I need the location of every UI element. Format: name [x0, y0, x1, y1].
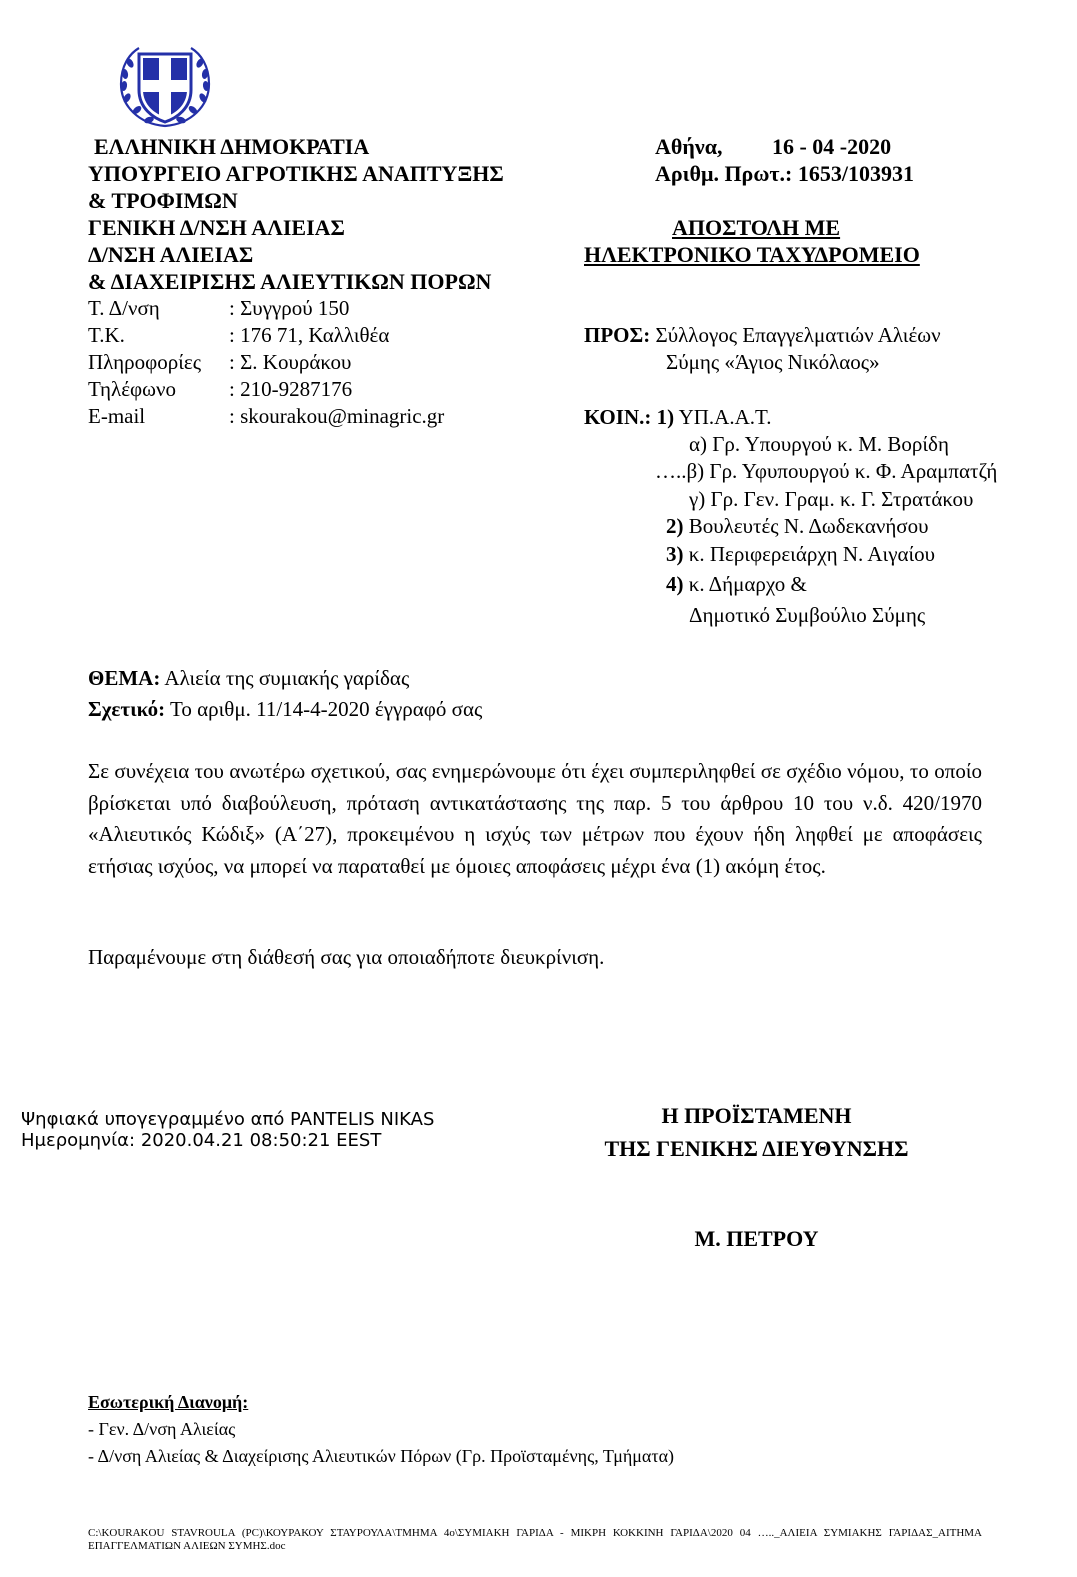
recipient: Σύλλογος Επαγγελματιών Αλιέων [655, 323, 941, 347]
contact-value: : Σ. Κουράκου [229, 350, 352, 374]
subject-line [88, 665, 409, 692]
cc-label: ΚΟΙΝ.: [584, 405, 652, 429]
distribution-list [88, 1416, 674, 1470]
delivery-method-line2: ΗΛΕΚΤΡΟΝΙΚΟ ΤΑΧΥΔΡΟΜΕΙΟ [584, 242, 920, 267]
related-text: Το αριθμ. 11/14-4-2020 έγγραφό σας [170, 697, 483, 721]
greek-coat-of-arms-icon [115, 40, 215, 132]
contact-row [88, 295, 444, 322]
header-line: ΕΛΛΗΝΙΚΗ ΔΗΜΟΚΡΑΤΙΑ [94, 134, 370, 159]
cc-number: 4) [666, 572, 684, 596]
contact-value: : 176 71, Καλλιθέα [229, 323, 390, 347]
cc-line-1b: …..β) Γρ. Υφυπουργού κ. Φ. Αραμπατζή [655, 459, 998, 483]
related-line [88, 696, 482, 723]
contact-value: : skourakou@minagric.gr [229, 404, 445, 428]
delivery-method-line1: ΑΠΟΣΤΟΛΗ ΜΕ [672, 215, 841, 240]
contact-row [88, 403, 444, 430]
signatory-name: Μ. ΠΕΤΡΟΥ [694, 1226, 819, 1251]
signature-date: Ημερομηνία: 2020.04.21 08:50:21 EEST [21, 1130, 382, 1151]
cc-line-4 [666, 571, 807, 598]
cc-text: Βουλευτές Ν. Δωδεκανήσου [688, 514, 929, 538]
signatory-title [594, 1099, 919, 1165]
cc-number: 3) [666, 542, 684, 566]
contact-label: Πληροφορίες [88, 350, 202, 374]
cc-text: ΥΠ.Α.Α.Τ. [678, 405, 772, 429]
contact-label: Τ. Δ/νση [88, 296, 160, 320]
body-paragraph: Σε συνέχεια του ανωτέρω σχετικού, σας ενημερώνουμε ότι έχει συμπεριληφθεί σε σχέδιο νόμου, το οποίο βρίσκεται υπό διαβούλευση, πρόταση αντικατάστασης της παρ. 5 του άρθρου 10 του ν.δ. 420/1970 «Αλιευτικός Κώδιξ» (Α΄27), προκειμένου η ισχύς των μέτρων που έχουν ήδη ληφθεί με αποφάσεις ετήσιας ισχύος, να μπορεί να παραταθεί με όμοιες αποφάσεις μέχρι ένα (1) ακόμη έτος. [88, 759, 982, 878]
subject-label: ΘΕΜΑ: [88, 666, 161, 690]
cc-number: 2) [666, 514, 684, 538]
ministry-header [88, 133, 504, 295]
document-date: 16 - 04 -2020 [771, 134, 892, 159]
date-line [655, 133, 891, 160]
contact-label: Τ.Κ. [88, 323, 125, 347]
digital-signature [21, 1109, 434, 1151]
contact-label: Τηλέφωνο [88, 377, 176, 401]
signatory-title-line2: ΤΗΣ ΓΕΝΙΚΗΣ ΔΙΕΥΘΥΝΣΗΣ [604, 1136, 909, 1161]
closing-paragraph: Παραμένουμε στη διάθεσή σας για οποιαδήποτε διευκρίνιση. [88, 945, 605, 969]
contact-value: : Συγγρού 150 [229, 296, 350, 320]
contact-row [88, 322, 444, 349]
contact-block [88, 295, 444, 430]
contact-row [88, 349, 444, 376]
cc-line-1a: α) Γρ. Υπουργού κ. Μ. Βορίδη [689, 432, 949, 456]
subject-text: Αλιεία της συμιακής γαρίδας [164, 666, 410, 690]
distribution-item: - Γεν. Δ/νση Αλιείας [88, 1419, 236, 1439]
related-label: Σχετικό: [88, 697, 166, 721]
protocol-label: Αριθμ. Πρωτ.: [655, 161, 793, 186]
header-line: ΓΕΝΙΚΗ Δ/ΝΣΗ ΑΛΙΕΙΑΣ [88, 215, 345, 240]
cc-line-1 [584, 404, 772, 431]
header-line: & ΤΡΟΦΙΜΩΝ [88, 188, 238, 213]
recipient-line2: Σύμης «Άγιος Νικόλαος» [666, 350, 880, 374]
city: Αθήνα, [655, 134, 723, 159]
header-line: & ΔΙΑΧΕΙΡΙΣΗΣ ΑΛΙΕΥΤΙΚΩΝ ΠΟΡΩΝ [88, 269, 492, 294]
header-line: Δ/ΝΣΗ ΑΛΙΕΙΑΣ [88, 242, 254, 267]
distribution-heading: Εσωτερική Διανομή: [88, 1392, 249, 1412]
cc-line-2 [666, 513, 929, 540]
contact-row [88, 376, 444, 403]
protocol-number: 1653/103931 [797, 161, 914, 186]
contact-label: E-mail [88, 404, 146, 428]
cc-number: 1) [656, 405, 675, 429]
signatory-title-line1: Η ΠΡΟΪΣΤΑΜΕΝΗ [661, 1103, 852, 1128]
cc-text: κ. Δήμαρχο & [688, 572, 807, 596]
contact-value: : 210-9287176 [229, 377, 353, 401]
header-line: ΥΠΟΥΡΓΕΙΟ ΑΓΡΟΤΙΚΗΣ ΑΝΑΠΤΥΞΗΣ [88, 161, 504, 186]
cc-line-3 [666, 541, 935, 568]
cc-text: κ. Περιφερειάρχη Ν. Αιγαίου [688, 542, 936, 566]
distribution-item: - Δ/νση Αλιείας & Διαχείρισης Αλιευτικών Πόρων (Γρ. Προϊσταμένης, Τμήματα) [88, 1446, 675, 1466]
cc-line-1c: γ) Γρ. Γεν. Γραμ. κ. Γ. Στρατάκου [689, 487, 974, 511]
signature-signer: Ψηφιακά υπογεγραμμένο από PANTELIS NIKAS [21, 1109, 435, 1130]
recipient-line1 [584, 322, 941, 349]
cc-line-4b: Δημοτικό Συμβούλιο Σύμης [689, 603, 926, 627]
protocol-line [655, 160, 914, 187]
to-label: ΠΡΟΣ: [584, 323, 651, 347]
file-path-footer: C:\KOURAKOU STAVROULA (PC)\ΚΟΥΡΑΚΟΥ ΣΤΑΥΡΟΥΛΑ\ΤΜΗΜΑ 4ο\ΣΥΜΙΑΚΗ ΓΑΡΙΔΑ - ΜΙΚΡΗ ΚΟΚΚΙΝΗ ΓΑΡΙΔΑ\2020 04 ….._ΑΛΙΕΙΑ ΣΥΜΙΑΚΗΣ ΓΑΡΙΔΑΣ_ΑΙΤΗΜΑ ΕΠΑΓΓΕΛΜΑΤΙΩΝ ΑΛΙΕΩΝ ΣΥΜΗΣ.doc [88, 1527, 982, 1552]
